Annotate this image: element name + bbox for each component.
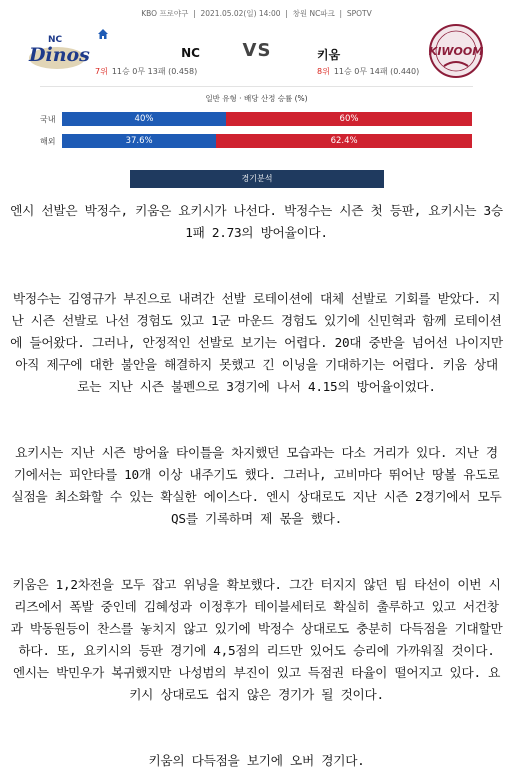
home-team-rank: 7위 (95, 67, 108, 76)
article-paragraph-3: 요키시는 지난 시즌 방어율 타이틀을 차지했던 모습과는 다소 거리가 있다. 지난 경기에서는 피안타를 10개 이상 내주기도 했다. 그러나, 고비마다 뛰어난 땅볼 유도로 실점을 최소화할 수 있는 확실한 에이스다. 엔시 상대로도 지난 시즌 2경기에서 모두 QS를 기록하며 제 몫을 했다. (11, 445, 502, 526)
article-paragraph-2: 박정수는 김영규가 부진으로 내려간 선발 로테이션에 대체 선발로 기회를 받았다. 지난 시즌 선발로 나선 경험도 있고 1군 마운드 경험도 있기에 신민혁과 함께 로테이션에 들어왔다. 그러나, 안정적인 선발로 보기는 어렵다. 20대 중반을 넘어선 나이지만 아직 제구에 대한 불안을 해결하지 못했고 긴 이닝을 기대하기는 어렵다. 키움 상대로는 지난 시즌 불펜으로 3경기에 나서 4.15의 방어율이었다. (10, 291, 503, 394)
nc-logo-small: NC (48, 35, 63, 45)
article-body (10, 200, 503, 772)
home-team-record: 11승 0무 13패 (0.458) (111, 67, 198, 76)
nc-dinos-logo-icon (26, 28, 88, 74)
stat-bar-domestic (62, 112, 472, 126)
stat-bar-overseas (62, 134, 472, 148)
stat-bar-away-domestic: 60% (226, 112, 472, 126)
header-divider (40, 86, 473, 87)
kiwoom-logo-text: KIWOOM (428, 45, 484, 58)
kiwoom-heroes-logo-icon (424, 22, 488, 80)
analysis-tab[interactable]: 경기분석 (130, 170, 384, 188)
away-team-record: 11승 0무 14패 (0.440) (333, 67, 420, 76)
away-team-rank: 8위 (317, 67, 330, 76)
nc-logo-text: Dinos (29, 44, 90, 66)
stat-label-overseas: 해외 (40, 137, 56, 146)
article-paragraph-5: 키움의 다득점을 보기에 오버 경기다. (148, 753, 365, 768)
home-team-name: NC (181, 46, 200, 60)
stat-bar-home-domestic: 40% (62, 112, 226, 126)
match-header (0, 0, 513, 190)
stat-bar-home-overseas: 37.6% (62, 134, 216, 148)
match-meta: KBO 프로야구 | 2021.05.02(일) 14:00 | 창원 NC파크 | SPOTV (141, 9, 372, 18)
article-paragraph-4: 키움은 1,2차전을 모두 잡고 위닝을 확보했다. 그간 터지지 않던 팀 타선이 이번 시리즈에서 폭발 중인데 김혜성과 이정후가 테이블세터로 확실히 출루하고 있고 서건창과 박동원등이 찬스를 놓치지 않고 있기에 박정수 상대로도 충분히 다득점을 기대할만 하다. 또, 요키시의 등판 경기에 4,5점의 리드만 있어도 승리에 가까워질 것이다. 엔시는 박민우가 복귀했지만 나성범의 부진이 있고 득점권 타율이 떨어지고 있다. 요키시 상대로도 쉽지 않은 경기가 될 것이다. (10, 577, 503, 702)
away-team-record-line (317, 66, 419, 77)
away-team-name: 키움 (317, 48, 341, 62)
home-icon (97, 28, 109, 40)
vs-label: VS (242, 40, 272, 61)
article-paragraph-1: 엔시 선발은 박정수, 키움은 요키시가 나선다. 박정수는 시즌 첫 등판, 요키시는 3승 1패 2.73의 방어율이다. (10, 203, 503, 240)
home-team-record-line (95, 66, 197, 77)
stat-bar-away-overseas: 62.4% (216, 134, 472, 148)
stats-title: 일반 유형 · 배당 산정 승률 (%) (205, 94, 308, 103)
stat-label-domestic: 국내 (40, 115, 56, 124)
